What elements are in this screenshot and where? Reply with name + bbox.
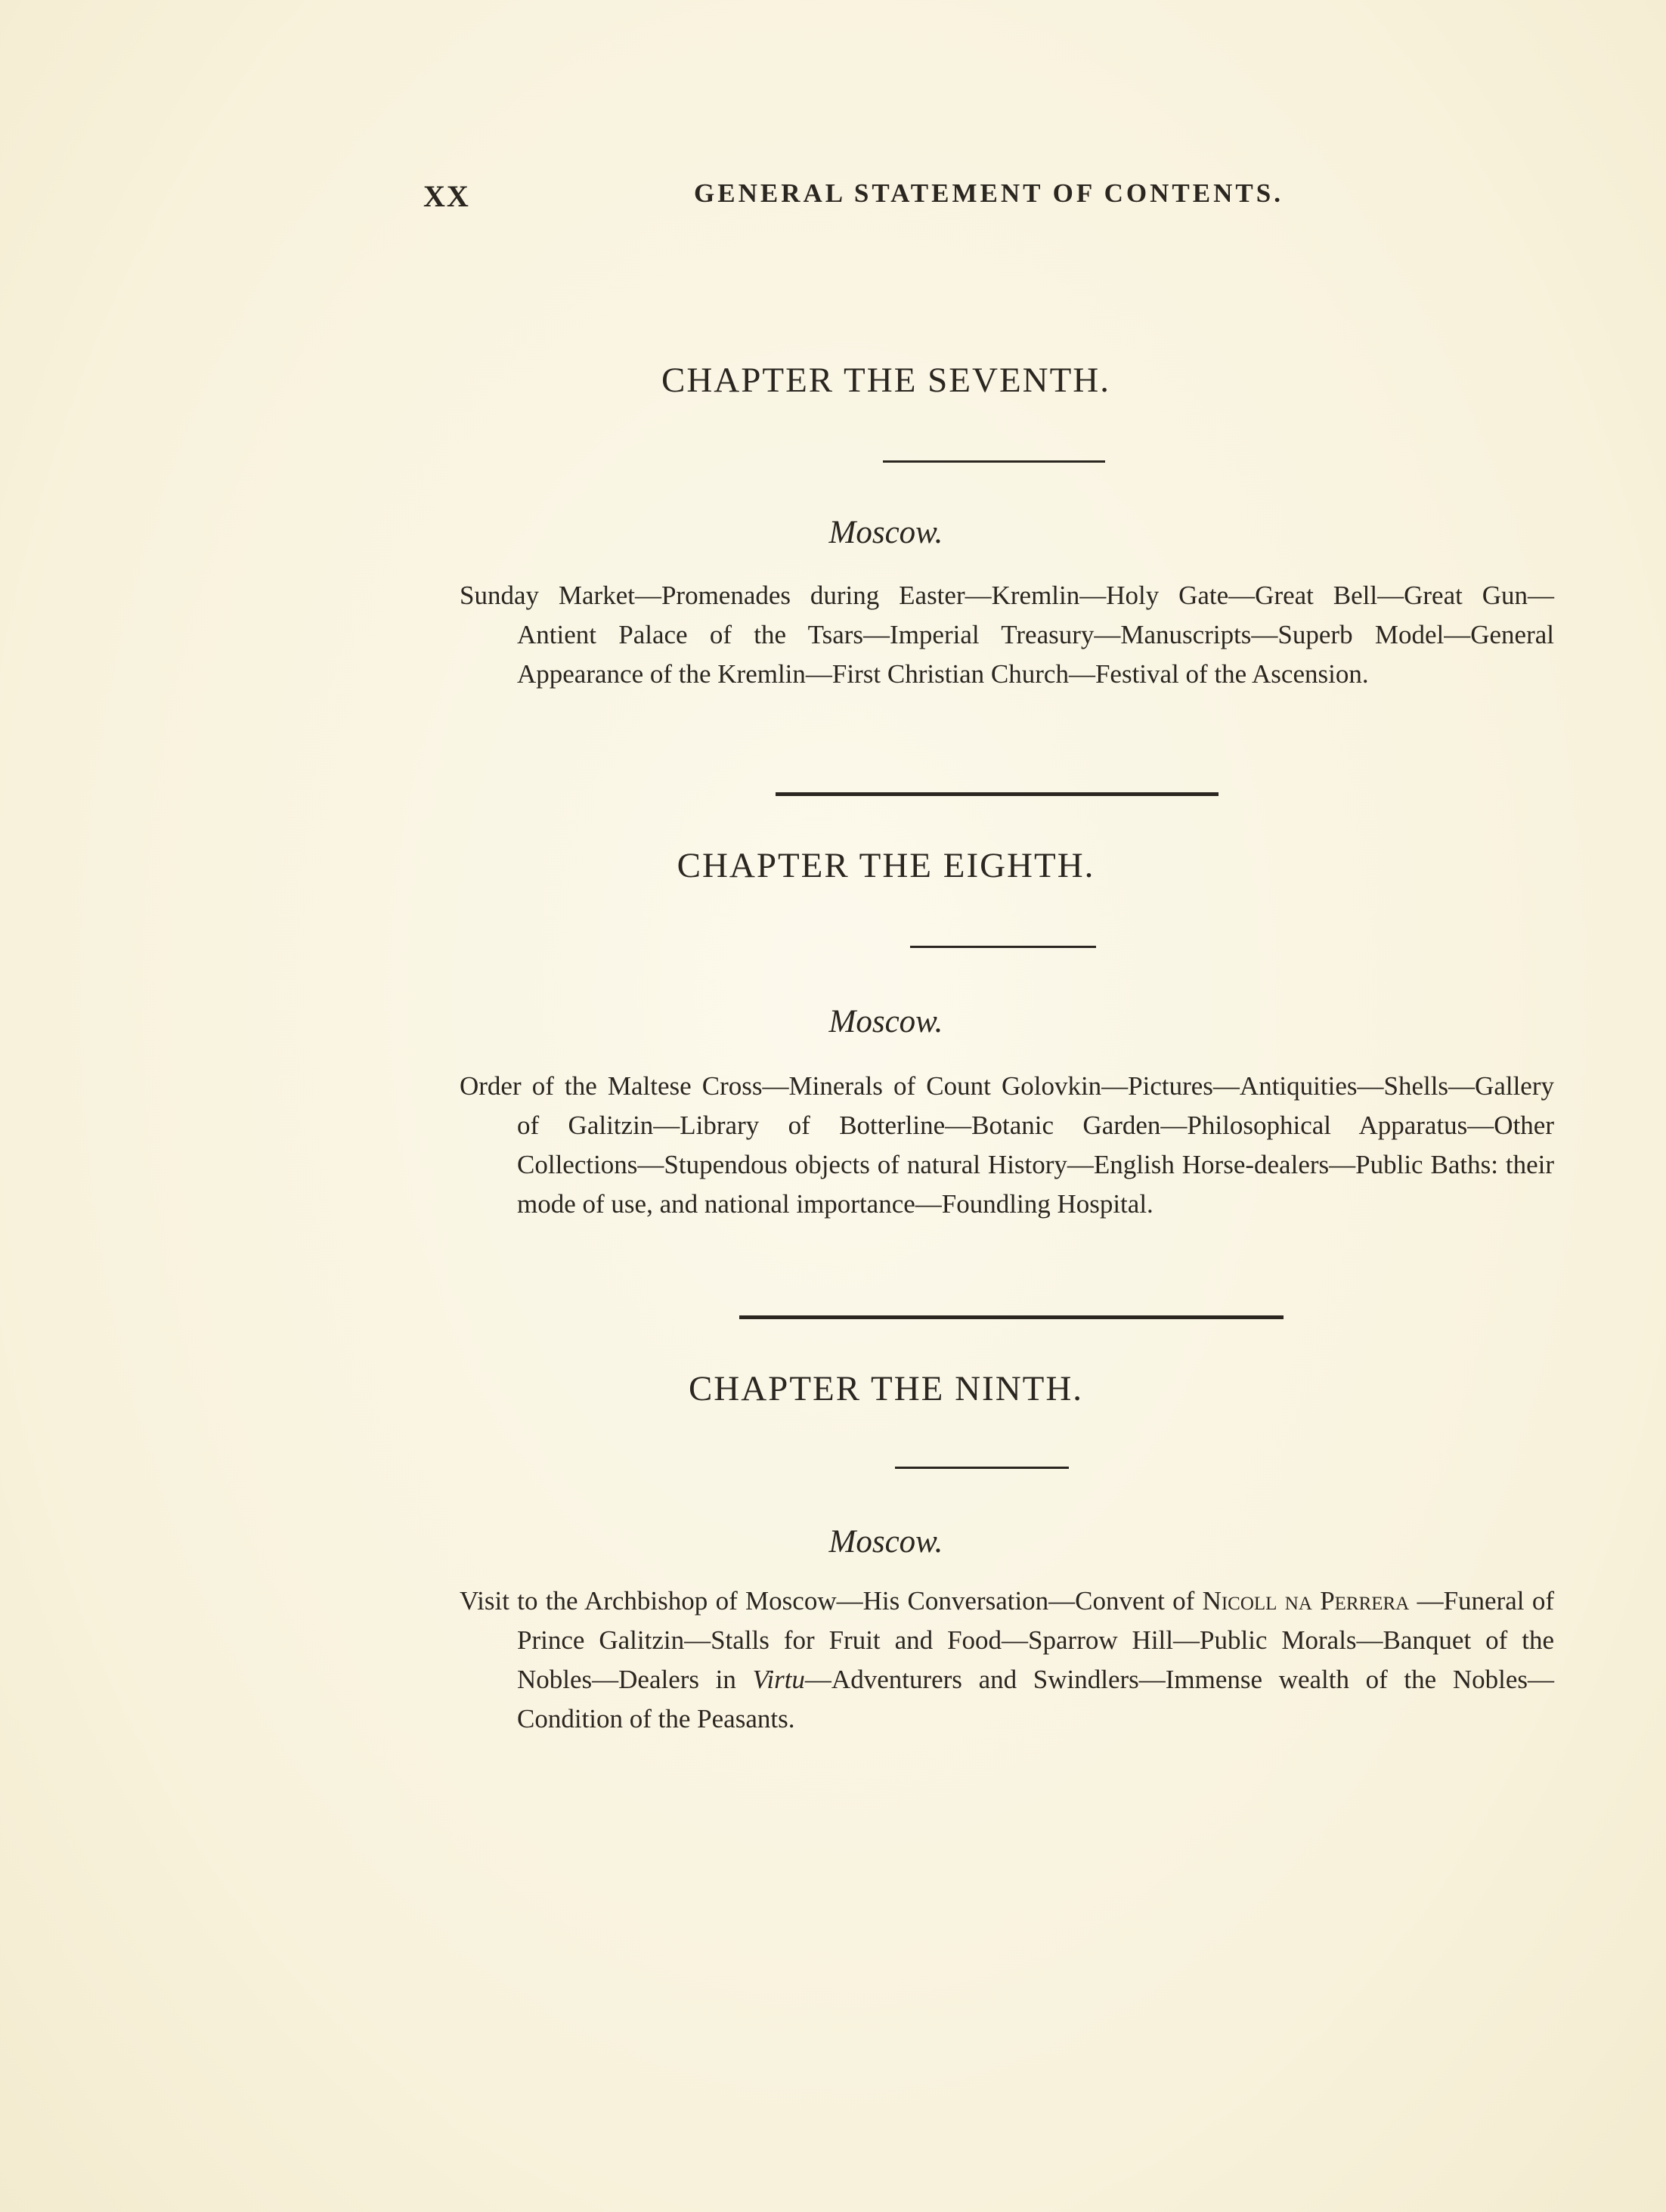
chapter-summary: Order of the Maltese Cross—Minerals of Count Golovkin—Pictures—Antiquities—Shells—Gallery of Galitzin—Library of Botterline—Botanic Garden—Philosophical Apparatus—Other Collections—Stupendous objects of natural History—English Horse-dealers—Public Baths: their mode of use, and national importance—Foundling Hospital.: [460, 1071, 1554, 1219]
chapter-summary: [460, 1582, 1554, 1739]
chapter-rule: [895, 1467, 1069, 1469]
section-divider: [739, 1315, 1284, 1319]
chapter-place: Moscow.: [828, 515, 943, 550]
running-head: [0, 178, 1666, 224]
chapter-heading: CHAPTER THE EIGHTH.: [677, 846, 1095, 885]
page-number: XX: [423, 179, 470, 213]
chapter-place: Moscow.: [828, 1524, 943, 1560]
chapter-rule: [883, 460, 1105, 463]
chapter-heading: CHAPTER THE NINTH.: [688, 1369, 1084, 1408]
convent-name: Nicoll na Perrera: [1202, 1586, 1410, 1616]
chapter-place: Moscow.: [828, 1004, 943, 1039]
summary-text: —Funeral of Prince Galitzin—Stalls for Fruit and Food—Sparrow Hill—Public Morals—Banquet of the Nobles—Dealers in: [517, 1586, 1554, 1694]
summary-text: —Adventurers and Swindlers—Immense wealth of the Nobles—Condition of the Peasants.: [517, 1665, 1554, 1733]
chapter-summary: Sunday Market—Promenades during Easter—Kremlin—Holy Gate—Great Bell—Great Gun—Antient Palace of the Tsars—Imperial Treasury—Manuscripts—Superb Model—General Appearance of the Kremlin—First Christian Church—Festival of the Ascension.: [460, 581, 1554, 689]
section-divider: [776, 792, 1219, 796]
chapter-heading: CHAPTER THE SEVENTH.: [661, 361, 1110, 400]
italic-term: Virtu: [752, 1665, 805, 1694]
running-title: GENERAL STATEMENT OF CONTENTS.: [694, 178, 1284, 208]
chapter-rule: [910, 946, 1096, 948]
summary-text: Visit to the Archbishop of Moscow—His Conversation—Convent of: [460, 1586, 1203, 1616]
